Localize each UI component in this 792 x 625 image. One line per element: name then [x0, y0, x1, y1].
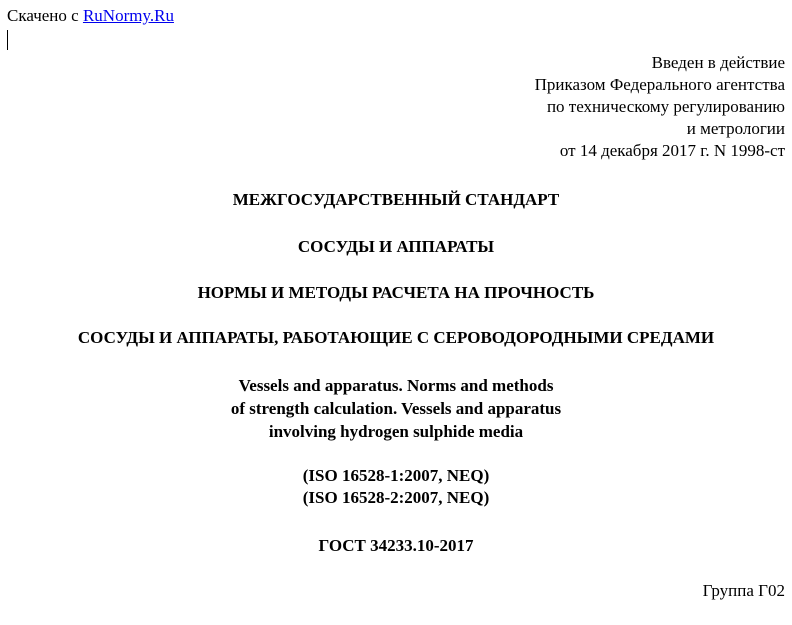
english-title-line: involving hydrogen sulphide media	[268, 422, 524, 441]
group-code: Группа Г02	[702, 581, 785, 600]
introduction-line: и метрологии	[686, 119, 785, 138]
gost-number: ГОСТ 34233.10-2017	[318, 536, 474, 555]
interstate-standard-heading: МЕЖГОСУДАРСТВЕННЫЙ СТАНДАРТ	[232, 190, 560, 209]
introduction-block	[535, 52, 785, 162]
introduction-line: Приказом Федерального агентства	[534, 75, 785, 94]
iso-reference: (ISO 16528-1:2007, NEQ)	[302, 466, 490, 485]
iso-references	[0, 465, 792, 509]
english-title	[0, 374, 792, 443]
introduction-line: Введен в действие	[651, 53, 785, 72]
title-sub: НОРМЫ И МЕТОДЫ РАСЧЕТА НА ПРОЧНОСТЬ	[197, 283, 595, 302]
source-link[interactable]: RuNormy.Ru	[82, 6, 174, 25]
source-line	[7, 6, 174, 26]
introduction-line: от 14 декабря 2017 г. N 1998-ст	[559, 141, 785, 160]
title-main: СОСУДЫ И АППАРАТЫ	[297, 237, 495, 256]
source-prefix: Скачено с	[7, 6, 83, 25]
english-title-line: of strength calculation. Vessels and apparatus	[230, 399, 562, 418]
english-title-line: Vessels and apparatus. Norms and methods	[238, 376, 554, 395]
introduction-line: по техническому регулированию	[546, 97, 785, 116]
text-cursor	[7, 30, 8, 50]
iso-reference: (ISO 16528-2:2007, NEQ)	[302, 488, 490, 507]
title-part: СОСУДЫ И АППАРАТЫ, РАБОТАЮЩИЕ С СЕРОВОДОРОДНЫМИ СРЕДАМИ	[77, 328, 715, 347]
